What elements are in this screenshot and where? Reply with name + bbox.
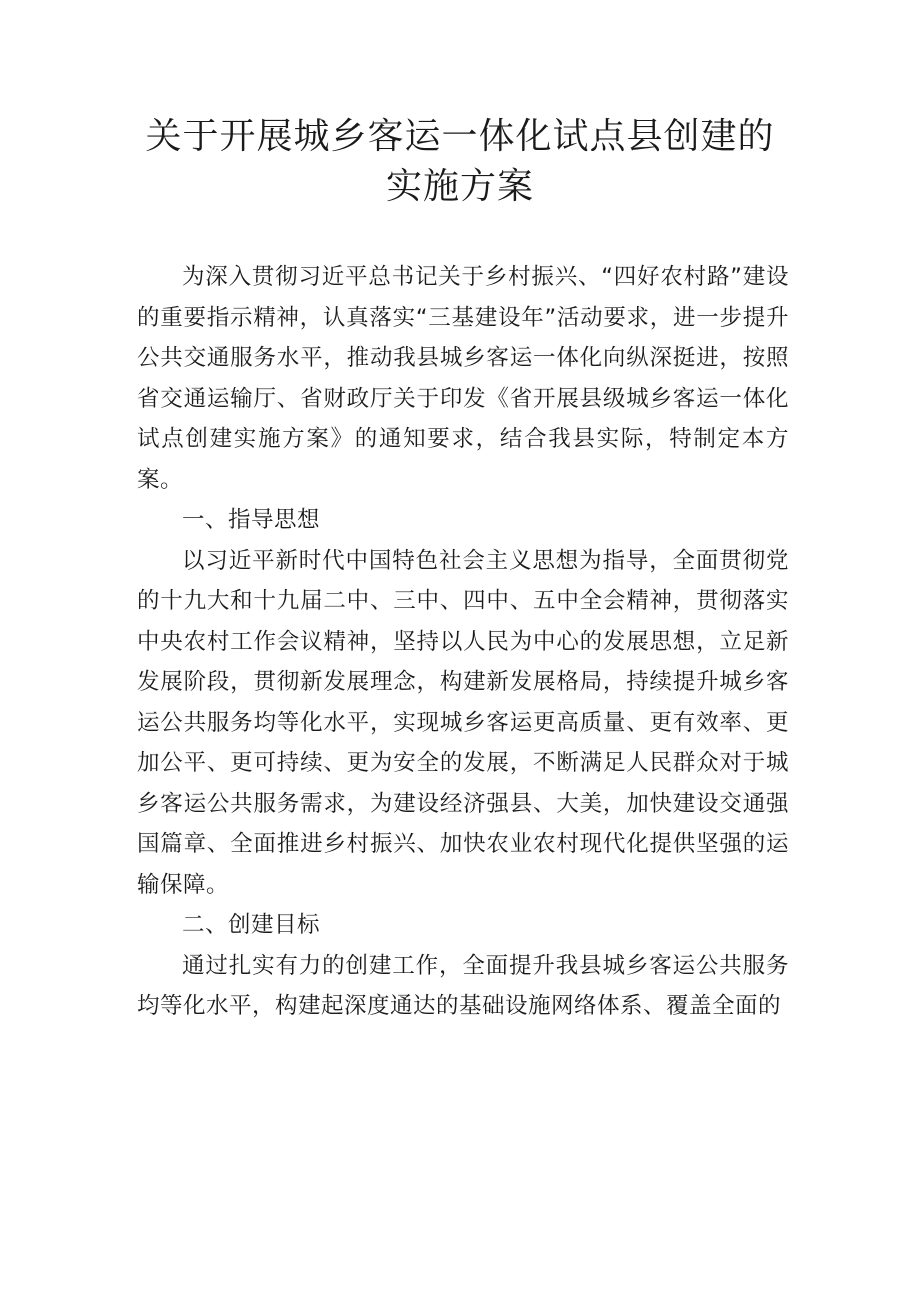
document-body <box>137 257 789 1027</box>
intro-paragraph: 为深入贯彻习近平总书记关于乡村振兴、“四好农村路”建设的重要指示精神，认真落实“三基建设年”活动要求，进一步提升公共交通服务水平，推动我县城乡客运一体化向纵深挺进，按照省交通运输厅、省财政厅关于印发《省开展县级城乡客运一体化试点创建实施方案》的通知要求，结合我县实际，特制定本方案。 <box>137 264 789 493</box>
section-heading-guiding-thought: 一、指导思想 <box>182 507 321 533</box>
guiding-thought-paragraph: 以习近平新时代中国特色社会主义思想为指导，全面贯彻党的十九大和十九届二中、三中、四中、五中全会精神，贯彻落实中央农村工作会议精神，坚持以人民为中心的发展思想，立足新发展阶段，贯彻新发展理念，构建新发展格局，持续提升城乡客运公共服务均等化水平，实现城乡客运更高质量、更有效率、更加公平、更可持续、更为安全的发展，不断满足人民群众对于城乡客运公共服务需求，为建设经济强县、大美，加快建设交通强国篇章、全面推进乡村振兴、加快农业农村现代化提供坚强的运输保障。 <box>137 547 789 898</box>
creation-goals-paragraph: 通过扎实有力的创建工作，全面提升我县城乡客运公共服务均等化水平，构建起深度通达的基础设施网络体系、覆盖全面的 <box>137 952 789 1019</box>
document-title: 关于开展城乡客运一体化试点县创建的实施方案 <box>145 116 775 207</box>
section-heading-creation-goals: 二、创建目标 <box>182 912 321 938</box>
